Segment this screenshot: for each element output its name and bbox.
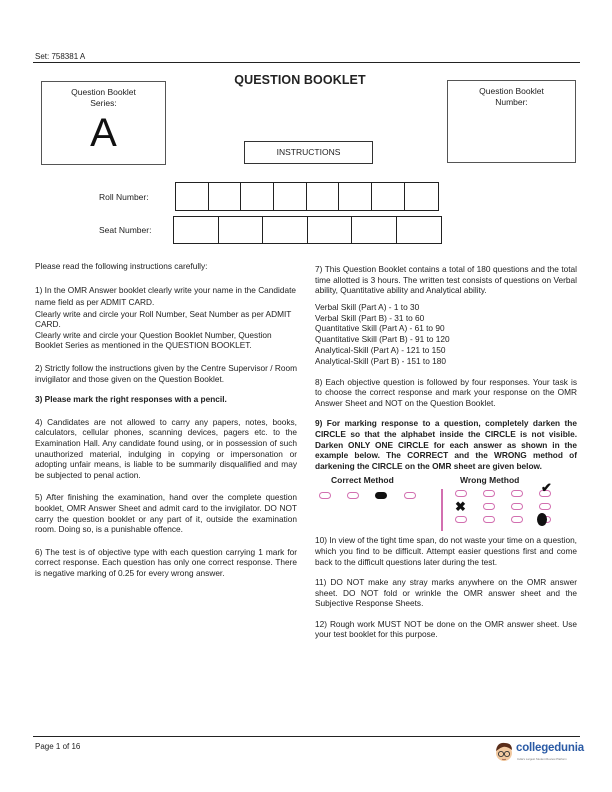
omr-bubble-empty — [511, 516, 523, 523]
method-divider — [441, 489, 443, 531]
omr-bubble-empty — [319, 492, 331, 499]
omr-marking-example — [315, 475, 577, 535]
mascot-face-icon — [494, 740, 514, 764]
booklet-series-label-line2: Series: — [90, 98, 117, 108]
seat-number-cell[interactable] — [263, 217, 308, 243]
instructions-intro: Please read the following instructions carefully: — [35, 261, 208, 271]
instruction-12: 12) Rough work MUST NOT be done on the OMR answer sheet. Use your test booklet for this purpose. — [315, 618, 577, 640]
skill-section-item: Quantitative Skill (Part A) - 61 to 90 — [315, 323, 445, 334]
header-rule — [33, 62, 580, 63]
instruction-1b: Clearly write and circle your Roll Number, Seat Number as per ADMIT CARD. — [35, 308, 292, 330]
seat-number-label: Seat Number: — [99, 225, 152, 235]
instruction-9: 9) For marking response to a question, completely darken the CIRCLE so that the alphabet inside the CIRCLE is not visible. Darken ONLY ONE CIRCLE for each answer as shown in the example below. The CORRECT and the WRONG method of darkening the CIRCLE on the OMR sheet are given below. — [315, 418, 577, 471]
instruction-1c: Clearly write and circle your Question Booklet Number, Question Booklet Series as mentioned in the QUESTION BOOKLET. — [35, 329, 272, 351]
skill-section-item: Analytical-Skill (Part A) - 121 to 150 — [315, 344, 446, 355]
omr-bubble-empty — [455, 490, 467, 497]
set-label: Set: 758381 A — [35, 52, 86, 61]
roll-number-cell[interactable] — [209, 183, 242, 210]
instruction-8: 8) Each objective question is followed by four responses. Your task is to choose the correct response and mark your response on the OMR Answer Sheet and NOT on the Question Booklet. — [315, 376, 577, 408]
seat-number-cell[interactable] — [397, 217, 442, 243]
instruction-10: 10) In view of the tight time span, do not waste your time on a question, which you find to be difficult. Attempt easier questions first and come back to the difficult questions later during the test. — [315, 535, 577, 567]
instruction-7: 7) This Question Booklet contains a total of 180 questions and the total time allotted is 3 hours. The written test consists of questions on Verbal ability, Quantitative ability and Analytical ability. — [315, 264, 577, 296]
omr-bubble-empty — [455, 516, 467, 523]
instructions-right-column — [315, 264, 577, 640]
booklet-series-label-line1: Question Booklet — [71, 87, 136, 97]
booklet-series-value: A — [90, 111, 117, 155]
tick-mark-icon: ✔ — [541, 480, 552, 496]
roll-number-cell[interactable] — [405, 183, 438, 210]
instruction-4: 4) Candidates are not allowed to carry any papers, notes, books, calculators, cellular phones, scanning devices, pagers etc. to the Examination Hall. Any candidate found using, or in possession of such unauthorized material, indulging in copying or impersonation or adopting unfair means, is liable to be summarily disqualified and may be subjected to penal action. — [35, 416, 297, 480]
page-number: Page 1 of 16 — [35, 742, 81, 751]
instructions-left-column — [35, 261, 297, 578]
page-title: QUESTION BOOKLET — [234, 73, 366, 87]
omr-bubble-empty — [483, 490, 495, 497]
instruction-3: 3) Please mark the right responses with a pencil. — [35, 394, 227, 405]
instruction-11: 11) DO NOT make any stray marks anywhere on the OMR answer sheet. DO NOT fold or wrinkle the OMR answer sheet and the Subjective Response Sheets. — [315, 577, 577, 609]
skill-section-item: Quantitative Skill (Part B) - 91 to 120 — [315, 334, 450, 345]
instructions-heading-box: INSTRUCTIONS — [244, 141, 373, 164]
wrong-method-label: Wrong Method — [460, 475, 520, 486]
seat-number-cells[interactable] — [173, 216, 442, 244]
booklet-series-label — [42, 87, 165, 109]
omr-bubble-empty — [511, 503, 523, 510]
roll-number-field — [99, 182, 439, 211]
brand-tagline: India's Largest Student Review Platform — [517, 757, 567, 761]
roll-number-cell[interactable] — [176, 183, 209, 210]
omr-bubble-empty — [511, 490, 523, 497]
cross-mark-icon: ✖ — [455, 499, 466, 515]
omr-bubble-empty — [404, 492, 416, 499]
booklet-number-box[interactable] — [447, 80, 576, 163]
instruction-6: 6) The test is of objective type with each question carrying 1 mark for correct response. Each question has only one correct response. There is negative marking of 0.25 for every wrong answer. — [35, 546, 297, 578]
booklet-number-label — [448, 86, 575, 108]
collegedunia-logo — [494, 740, 584, 772]
roll-number-cell[interactable] — [241, 183, 274, 210]
booklet-number-label-line2: Number: — [495, 97, 528, 107]
booklet-number-label-line1: Question Booklet — [479, 86, 544, 96]
skill-section-item: Analytical-Skill (Part B) - 151 to 180 — [315, 355, 446, 366]
partial-fill-mark-icon — [537, 513, 547, 526]
skill-sections-list — [315, 302, 577, 367]
roll-number-label: Roll Number: — [99, 191, 149, 202]
correct-method-label: Correct Method — [331, 475, 394, 486]
omr-bubble-empty — [347, 492, 359, 499]
booklet-series-box — [41, 81, 166, 165]
roll-number-cell[interactable] — [372, 183, 405, 210]
seat-number-cell[interactable] — [219, 217, 264, 243]
footer-rule — [33, 736, 580, 737]
omr-bubble-empty — [539, 503, 551, 510]
brand-name: collegedunia — [516, 742, 584, 754]
seat-number-cell[interactable] — [174, 217, 219, 243]
roll-number-cell[interactable] — [274, 183, 307, 210]
roll-number-cells[interactable] — [175, 182, 439, 211]
roll-number-cell[interactable] — [307, 183, 340, 210]
omr-bubble-empty — [483, 503, 495, 510]
instruction-2: 2) Strictly follow the instructions given by the Centre Supervisor / Room invigilator and those given on the Question Booklet. — [35, 362, 297, 384]
seat-number-field — [99, 216, 442, 244]
seat-number-cell[interactable] — [352, 217, 397, 243]
skill-section-item: Verbal Skill (Part A) - 1 to 30 — [315, 301, 420, 312]
instruction-5: 5) After finishing the examination, hand over the complete question booklet, OMR Answer Sheet and admit card to the invigilator. DO NOT carry the question booklet or any part of it, outside the examination room. Doing so, is a punishable offence. — [35, 492, 297, 535]
omr-bubble-empty — [483, 516, 495, 523]
seat-number-cell[interactable] — [308, 217, 353, 243]
omr-bubble-filled — [375, 492, 387, 499]
roll-number-cell[interactable] — [339, 183, 372, 210]
skill-section-item: Verbal Skill (Part B) - 31 to 60 — [315, 312, 425, 323]
instruction-1a: 1) In the OMR Answer booklet clearly write your name in the Candidate name field as per ADMIT CARD. — [35, 284, 297, 308]
